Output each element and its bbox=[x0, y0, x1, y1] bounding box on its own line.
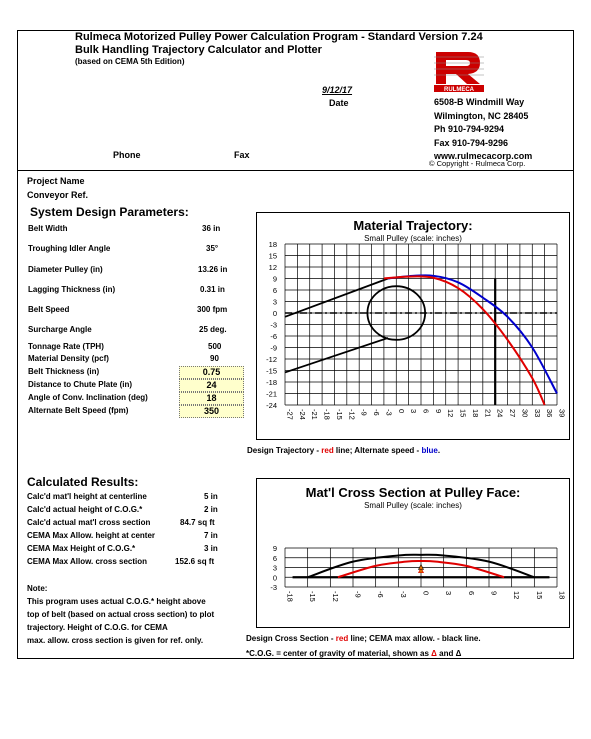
x-tick-label: 15 bbox=[534, 591, 544, 600]
param-value: 500 bbox=[208, 342, 222, 351]
x-tick-label: -24 bbox=[297, 409, 307, 420]
input-label: Distance to Chute Plate (in) bbox=[28, 380, 133, 389]
param-value: 13.26 in bbox=[198, 265, 228, 274]
result-value: 7 in bbox=[204, 531, 218, 540]
param-label: Material Density (pcf) bbox=[28, 354, 109, 363]
caption-text: . bbox=[437, 446, 441, 455]
result-label: Calc'd actual mat'l cross section bbox=[27, 518, 151, 527]
y-tick-label: -21 bbox=[266, 389, 277, 399]
x-tick-label: 15 bbox=[458, 409, 468, 418]
y-tick-label: 0 bbox=[272, 573, 277, 583]
x-tick-label: 6 bbox=[466, 591, 476, 596]
design-heading: System Design Parameters: bbox=[30, 205, 189, 219]
trajectory-chart bbox=[256, 212, 570, 440]
x-tick-label: -18 bbox=[285, 591, 295, 602]
caption-text: Design Trajectory - bbox=[247, 446, 322, 455]
trajectory-plot bbox=[257, 213, 569, 439]
chute-distance-input[interactable]: 24 bbox=[179, 379, 244, 392]
param-value: 36 in bbox=[202, 224, 221, 233]
x-tick-label: -15 bbox=[334, 409, 344, 420]
address-line: 6508-B Windmill Way bbox=[434, 97, 525, 107]
x-tick-label: -27 bbox=[285, 409, 295, 420]
y-tick-label: 3 bbox=[272, 563, 277, 573]
inclination-input[interactable]: 18 bbox=[179, 392, 244, 405]
x-tick-label: 0 bbox=[396, 409, 406, 414]
param-label: Belt Speed bbox=[28, 305, 70, 314]
param-label: Surcharge Angle bbox=[28, 325, 92, 334]
y-tick-label: 9 bbox=[272, 544, 277, 553]
y-tick-label: 6 bbox=[272, 286, 277, 295]
result-value: 3 in bbox=[204, 544, 218, 553]
y-tick-label: -24 bbox=[266, 401, 277, 410]
caption-text: line; CEMA max allow. - black line. bbox=[348, 634, 481, 643]
caption-text: Design Cross Section - bbox=[246, 634, 336, 643]
address-block bbox=[434, 96, 532, 164]
x-tick-label: -6 bbox=[376, 591, 386, 598]
param-value: 300 fpm bbox=[197, 305, 228, 314]
y-tick-label: -6 bbox=[270, 332, 277, 341]
result-value: 2 in bbox=[204, 505, 218, 514]
x-tick-label: 9 bbox=[433, 409, 443, 414]
chart-subtitle: Small Pulley (scale: inches) bbox=[364, 501, 462, 510]
x-tick-label: 6 bbox=[421, 409, 431, 414]
y-tick-label: 15 bbox=[268, 251, 277, 261]
x-tick-label: 39 bbox=[557, 409, 567, 418]
x-tick-label: 3 bbox=[444, 591, 454, 596]
result-label: CEMA Max Allow. cross section bbox=[27, 557, 148, 566]
x-tick-label: 12 bbox=[446, 409, 456, 418]
x-tick-label: -12 bbox=[330, 591, 340, 602]
date-value: 9/12/17 bbox=[322, 85, 353, 95]
conveyor-ref-label: Conveyor Ref. bbox=[27, 190, 89, 200]
param-label: Lagging Thickness (in) bbox=[28, 285, 116, 294]
program-subtitle: Bulk Handling Trajectory Calculator and Plotter bbox=[75, 44, 322, 56]
belt-thickness-input[interactable]: 0.75 bbox=[179, 366, 244, 379]
x-tick-label: -15 bbox=[308, 591, 318, 602]
project-name-label: Project Name bbox=[27, 176, 85, 186]
x-tick-label: -18 bbox=[322, 409, 332, 420]
y-tick-label: 18 bbox=[268, 240, 277, 249]
input-label: Belt Thickness (in) bbox=[28, 367, 100, 376]
y-tick-label: 6 bbox=[272, 553, 277, 563]
x-tick-label: -6 bbox=[372, 409, 382, 416]
y-tick-label: 0 bbox=[272, 309, 277, 318]
x-tick-label: 0 bbox=[421, 591, 431, 596]
result-label: CEMA Max Height of C.O.G.* bbox=[27, 544, 136, 553]
result-label: Calc'd actual height of C.O.G.* bbox=[27, 505, 143, 514]
alt-speed-input[interactable]: 350 bbox=[179, 405, 244, 418]
param-label: Troughing Idler Angle bbox=[28, 244, 111, 253]
y-tick-label: -9 bbox=[270, 343, 277, 353]
address-link[interactable]: www.rulmecacorp.com bbox=[434, 151, 533, 161]
x-tick-label: 9 bbox=[489, 591, 499, 596]
chart-title: Mat'l Cross Section at Pulley Face: bbox=[305, 485, 521, 500]
y-tick-label: -12 bbox=[266, 355, 277, 364]
cross-section-chart bbox=[256, 478, 570, 628]
x-tick-label: -9 bbox=[353, 591, 363, 598]
x-tick-label: 24 bbox=[495, 409, 505, 418]
caption-red: red bbox=[321, 446, 334, 455]
program-title: Rulmeca Motorized Pulley Power Calculation Program - Standard Version 7.24 bbox=[75, 31, 483, 43]
caption-text: line; Alternate speed - bbox=[333, 446, 422, 455]
result-value: 84.7 sq ft bbox=[180, 518, 215, 527]
caption-red: red bbox=[335, 634, 349, 643]
calculator-sheet bbox=[17, 30, 574, 659]
x-tick-label: 27 bbox=[508, 409, 518, 418]
y-tick-label: -3 bbox=[270, 320, 277, 330]
note-title: Note: bbox=[27, 584, 48, 593]
copyright: © Copyright - Rulmeca Corp. bbox=[429, 159, 526, 168]
param-value: 25 deg. bbox=[199, 325, 227, 334]
x-tick-label: 30 bbox=[520, 409, 530, 418]
y-tick-label: -15 bbox=[266, 366, 277, 376]
note-line: This program uses actual C.O.G.* height above bbox=[27, 597, 206, 606]
caption-blue: blue bbox=[421, 446, 438, 455]
x-tick-label: 33 bbox=[532, 409, 542, 418]
x-tick-label: -3 bbox=[398, 591, 408, 598]
phone-label: Phone bbox=[113, 150, 141, 160]
y-tick-label: -18 bbox=[266, 378, 277, 387]
address-line: Fax 910-794-9296 bbox=[434, 137, 509, 148]
date-label: Date bbox=[329, 98, 349, 108]
results-heading: Calculated Results: bbox=[27, 475, 139, 489]
result-label: Calc'd mat'l height at centerline bbox=[27, 492, 147, 501]
cross-section-plot bbox=[257, 479, 569, 627]
address-line: Wilmington, NC 28405 bbox=[434, 110, 529, 121]
header-divider bbox=[18, 170, 573, 171]
note-line: max. allow. cross section is given for ref. only. bbox=[27, 636, 204, 645]
y-tick-label: 12 bbox=[268, 263, 277, 272]
cross-caption bbox=[246, 634, 481, 643]
param-label: Tonnage Rate (TPH) bbox=[28, 342, 104, 351]
cog-symbol-black: Δ bbox=[455, 649, 462, 658]
series-line-design bbox=[384, 276, 545, 405]
input-label: Alternate Belt Speed (fpm) bbox=[28, 406, 129, 415]
x-tick-label: 12 bbox=[512, 591, 522, 600]
cog-note-text: and bbox=[436, 649, 456, 658]
x-tick-label: 18 bbox=[557, 591, 567, 600]
y-tick-label: 9 bbox=[272, 274, 277, 284]
result-value: 5 in bbox=[204, 492, 218, 501]
y-tick-label: -3 bbox=[270, 583, 277, 592]
cog-note bbox=[246, 649, 461, 658]
param-value: 0.31 in bbox=[200, 285, 225, 294]
cog-symbol-red: Δ bbox=[431, 649, 437, 658]
param-value: 35° bbox=[206, 244, 219, 253]
rulmeca-logo bbox=[434, 49, 484, 93]
param-label: Belt Width bbox=[28, 224, 68, 233]
note-line: trajectory. Height of C.O.G. for CEMA bbox=[27, 623, 168, 632]
result-value: 152.6 sq ft bbox=[175, 557, 215, 566]
chart-subtitle: Small Pulley (scale: inches) bbox=[364, 234, 462, 243]
result-label: CEMA Max Allow. height at center bbox=[27, 531, 156, 540]
fax-label: Fax bbox=[234, 150, 250, 160]
edition-note: (based on CEMA 5th Edition) bbox=[75, 57, 185, 66]
chart-title: Material Trajectory: bbox=[353, 218, 473, 233]
x-tick-label: -3 bbox=[384, 409, 394, 416]
x-tick-label: -9 bbox=[359, 409, 369, 416]
y-tick-label: 3 bbox=[272, 297, 277, 307]
cog-marker bbox=[419, 565, 424, 570]
x-tick-label: 36 bbox=[545, 409, 555, 418]
cog-note-text: *C.O.G. = center of gravity of material, shown as bbox=[246, 649, 432, 658]
x-tick-label: 18 bbox=[470, 409, 480, 418]
input-label: Angle of Conv. Inclination (deg) bbox=[28, 393, 148, 402]
note-line: top of belt (based on actual cross section) to plot bbox=[27, 610, 215, 619]
x-tick-label: 21 bbox=[483, 409, 493, 418]
x-tick-label: 3 bbox=[409, 409, 419, 414]
belt-bottom-line bbox=[285, 338, 388, 373]
logo-text: RULMECA bbox=[444, 87, 474, 93]
x-tick-label: -21 bbox=[310, 409, 320, 420]
x-tick-label: -12 bbox=[347, 409, 357, 420]
address-line: Ph 910-794-9294 bbox=[434, 124, 505, 134]
param-label: Diameter Pulley (in) bbox=[28, 265, 103, 274]
trajectory-caption bbox=[247, 446, 440, 455]
param-value: 90 bbox=[210, 354, 219, 363]
